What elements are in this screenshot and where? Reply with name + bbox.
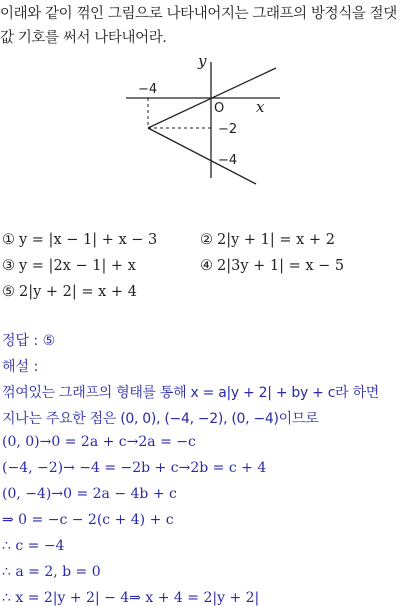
y-tick-label-minus-4: −4 [218, 153, 238, 168]
solution-step-4: ⇒ 0 = −c − 2(c + 4) + c [2, 512, 174, 528]
choice-3-equation: y = |2x − 1| + x [19, 258, 136, 274]
choice-5-number: ⑤ [2, 284, 15, 300]
solution-step-7: ∴ x = 2|y + 2| − 4⇒ x + 4 = 2|y + 2| [2, 590, 260, 606]
choice-1[interactable] [2, 232, 157, 248]
question-line-1: 이래와 같이 꺾인 그림으로 나타내어지는 그래프의 방정식을 절댓 [0, 6, 397, 22]
choice-4[interactable] [200, 258, 344, 274]
explanation-title: 해설 : [2, 359, 39, 375]
choice-2-equation: 2|y + 1| = x + 2 [217, 232, 335, 248]
choice-1-number: ① [2, 232, 15, 248]
choice-3[interactable] [2, 258, 136, 274]
choice-4-number: ④ [200, 258, 213, 274]
x-tick-label: −4 [138, 82, 158, 97]
answer-line: 정답 : ⑤ [2, 333, 56, 349]
solution-step-2: (−4, −2)→ −4 = −2b + c→2b = c + 4 [2, 460, 267, 476]
question-line-2: 값 기호를 써서 나타내어라. [0, 30, 167, 46]
solution-step-5: ∴ c = −4 [2, 538, 65, 554]
choice-2-number: ② [200, 232, 213, 248]
choice-5[interactable] [2, 284, 137, 300]
choice-1-equation: y = |x − 1| + x − 3 [19, 232, 158, 248]
origin-label: O [214, 101, 225, 116]
solution-step-3: (0, −4)→0 = 2a − 4b + c [2, 486, 177, 502]
x-axis-label: x [256, 98, 265, 116]
y-axis-label: y [198, 52, 207, 70]
graph-lower-branch [148, 128, 256, 184]
explanation-line-1: 꺾여있는 그래프의 형태를 통해 x = a|y + 2| + by + c라 하면 [2, 385, 379, 401]
solution-step-6: ∴ a = 2, b = 0 [2, 564, 101, 580]
explanation-line-2: 지나는 주요한 점은 (0, 0), (−4, −2), (0, −4)이므로 [2, 411, 319, 427]
y-tick-label-minus-2: −2 [218, 122, 238, 137]
solution-step-1: (0, 0)→0 = 2a + c→2a = −c [2, 434, 196, 450]
question-text [0, 2, 396, 50]
choice-2[interactable] [200, 232, 335, 248]
choice-4-equation: 2|3y + 1| = x − 5 [217, 258, 345, 274]
choice-5-equation: 2|y + 2| = x + 4 [19, 284, 137, 300]
choice-3-number: ③ [2, 258, 15, 274]
graph-figure [118, 52, 298, 192]
